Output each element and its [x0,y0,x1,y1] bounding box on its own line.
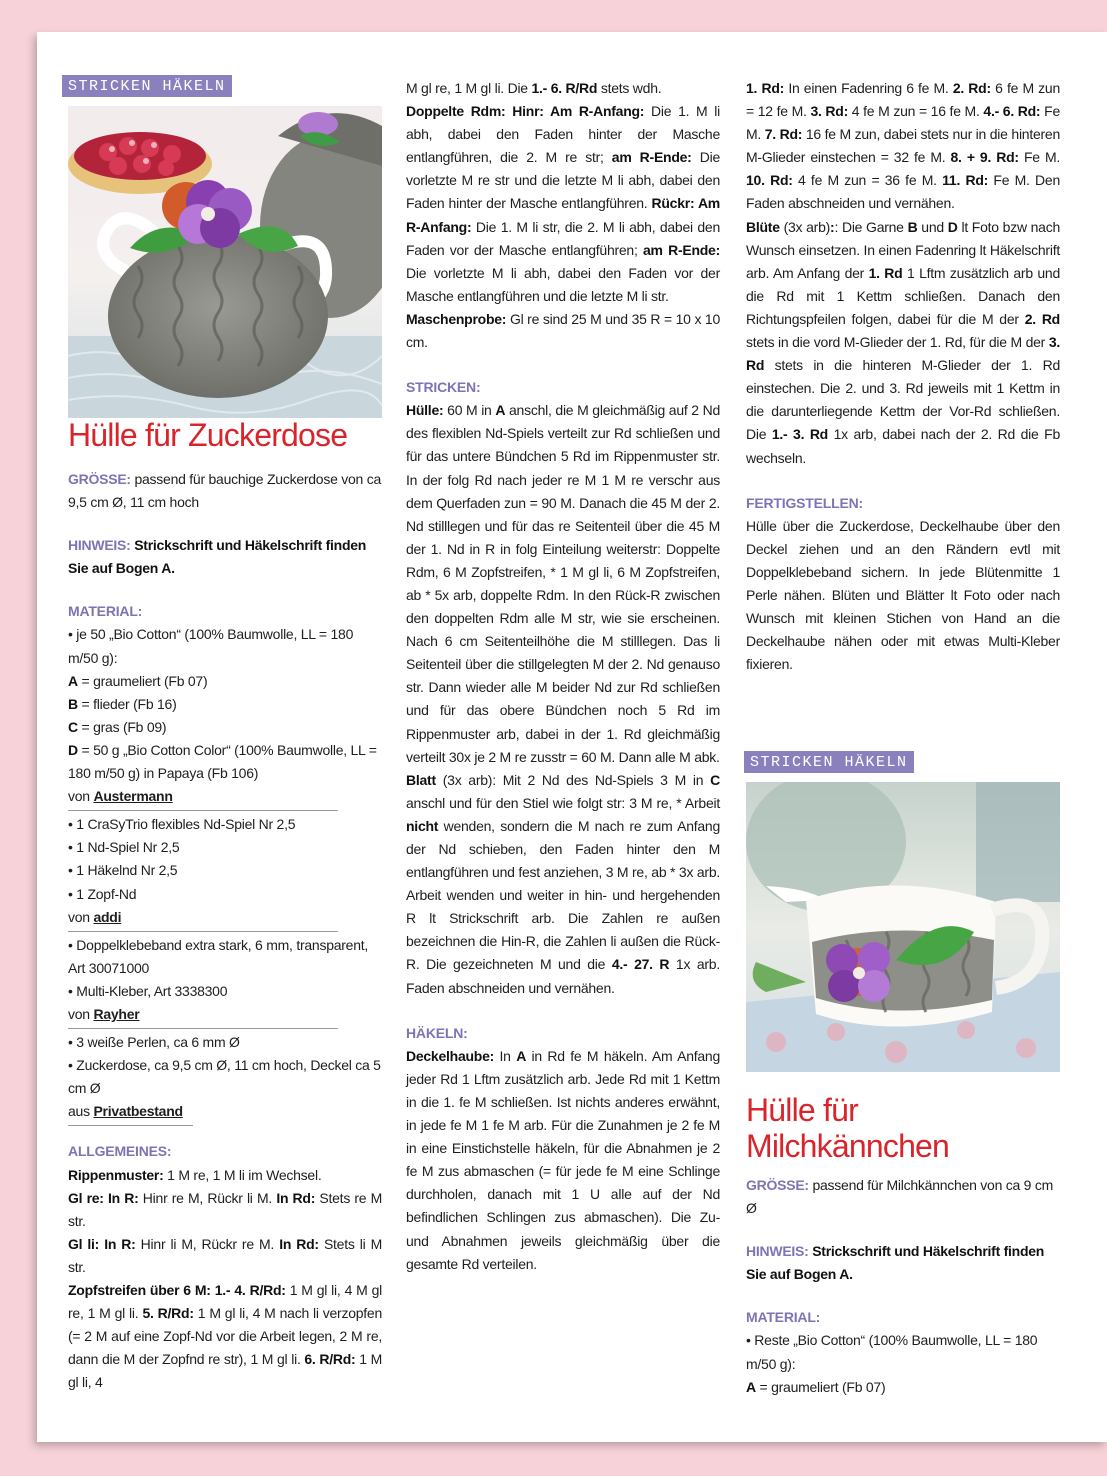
body-text: in Rd fe M häkeln. Am Anfang jeder Rd 1 Lftm zusätzlich arb. Jede Rd mit 1 Kettm in die 1. fe M schließen. Ist nichts anderes erwähnt, in jede fe M 1 fe M arb. Für die Zunahmen je 2 fe M in eine Einstichstelle häkeln, für die Abnahmen je 2 fe M zus abmaschen (= für jede fe M eine Schlinge durchholen, danach mit 1 U alle auf der Nd befindlichen Schlingen zus abmaschen). Die Zu- und Abnahmen jeweils gleichmäßig über die gesamte Rd verteilen. [406,1047,720,1272]
term-key: 5. R/Rd: [142,1305,194,1322]
supplier-prefix: von [68,1005,94,1022]
color-key-b: B [907,218,918,235]
term-key: 6. R/Rd: [304,1351,356,1368]
term-key: am R-Ende: [611,149,692,166]
term-stockinette: Gl re: In R: [68,1189,139,1206]
term-key: 1. Rd: [746,80,785,96]
section-tag: STRICKEN HÄKELN [744,751,914,773]
supplier-prefix: von [68,788,94,805]
finishing-heading: FERTIGSTELLEN: [746,494,863,511]
column-3-lower [746,1174,1060,1399]
milk-jug-illustration [746,782,1060,1072]
color-key-a: A [495,402,506,419]
body-text: 60 M in [443,402,496,419]
body-text: (3x arb) [779,218,831,235]
body-text: stets in die vord M-Glieder der 1. Rd, für die M der [746,334,1049,351]
tool-item: • 3 weiße Perlen, ca 6 mm Ø [68,1034,240,1051]
general-heading: ALLGEMEINES: [68,1143,172,1160]
body-text: und [917,218,948,235]
term-key: 2. Rd [1024,310,1060,327]
body-text: 16 fe M zun, dabei stets nur in die hinteren M-Glieder einstechen = 32 fe M. [746,126,1060,166]
term-text: 1 M gl li, 4 M gl re, 1 M gl li. [68,1282,383,1322]
color-key-d: D [68,741,78,758]
tool-item: • Zuckerdose, ca 9,5 cm Ø, 11 cm hoch, Deckel ca 5 cm Ø [68,1057,381,1097]
body-text: Die 1. M li str, die 2. M li abh, dabei den Faden vor der Masche entlangführen; [406,218,720,258]
magazine-page [37,32,1107,1442]
term-key: 1.- 3. Rd [771,426,828,443]
emphasis: nicht [406,817,439,834]
supplier-prefix: von [68,908,94,925]
term-leaf: Blatt [406,771,436,788]
size-label: GRÖSSE: [68,471,131,487]
tool-item: • 1 CraSyTrio flexibles Nd-Spiel Nr 2,5 [68,816,296,833]
body-text: wenden, sondern die M nach re zum Anfang der Nd schieben, den Faden hinter den M entlangführen und fest anziehen, 3 M re, ab * 3x arb. Arbeit wenden und weiter in hin- und hergehenden R lt Strickschrift arb. Die Zahlen re außen bezeichnen die Hin-R, die Zahlen li außen die Rück-R. Die gezeichneten M und die [406,817,720,973]
knitting-heading: STRICKEN: [406,379,481,396]
column-2 [406,77,720,1276]
sugar-bowl-photo [68,106,382,418]
body-text: : Die Garne [834,218,908,235]
color-a: = graumeliert (Fb 07) [77,672,208,689]
tool-item: • Multi-Kleber, Art 3338300 [68,982,228,999]
body-text: 4 fe M zun = 16 fe M. [848,103,984,120]
supplier-prefix: aus [68,1103,94,1120]
note-text: Strickschrift und Häkelschrift finden Sie auf Bogen A. [68,537,367,577]
body-text: Die vorletzte M li abh, dabei den Faden vor der Masche entlangführen und die letzte M li str. [406,264,720,304]
term-key: 4.- 27. R [611,956,670,973]
term-text: 1 M gl li, 4 [68,1351,383,1391]
color-key-b: B [68,695,78,712]
term-text: Hinr re M, Rückr li M. [138,1189,277,1206]
milk-jug-photo [746,782,1060,1072]
column-1 [68,468,382,1394]
term-text: 1 M re, 1 M li im Wechsel. [163,1166,322,1183]
term-key: 7. Rd: [764,126,803,143]
body-text: stets in die hinteren M-Glieder der 1. Rd einstechen. Die 2. und 3. Rd jeweils mit 1 Kettm in die darunterliegende Kettm der Vor-Rd schließen. Die [746,357,1060,443]
article-title-line: Milchkännchen [746,1128,950,1164]
body-text: Die 1. M li abh, dabei den Faden hinter der Masche entlangführen, die 2. M re str; [406,103,720,166]
finishing-text: Hülle über die Zuckerdose, Deckelhaube über den Deckel ziehen und an den Rändern evtl mit Doppelklebeband sichern. In jede Blütenmitte 1 Perle nähen. Blüten und Blätter lt Foto oder nach Wunsch mit kleinen Stichen von Hand an die Deckelhaube nähen oder mit etwas Multi-Kleber fixieren. [746,517,1060,673]
color-d: = 50 g „Bio Cotton Color“ (100% Baumwolle, LL = 180 m/50 g) in Papaya (Fb 106) [68,741,377,782]
color-c: = gras (Fb 09) [77,718,167,735]
article-title: Hülle für Zuckerdose [68,417,348,453]
note-label: HINWEIS: [746,1243,809,1260]
article-title [746,1092,949,1164]
material-yarn: • Reste „Bio Cotton“ (100% Baumwolle, LL = 180 m/50 g): [746,1332,1038,1372]
color-key-a: A [746,1378,756,1395]
term-blossom: Blüte [746,218,780,235]
body-text: anschl, die M gleichmäßig auf 2 Nd des flexiblen Nd-Spiels verteilt zur Rd schließen und für das untere Bündchen 5 Rd im Rippenmuster str. In der folg Rd nach jeder re M 1 M re verschr aus dem Querfaden zun = 90 M. Danach die 45 M der 2. Nd stilllegen und für das re Seitenteil über die 45 M der 1. Nd in R in folg Einteilung weiterstr: Doppelte Rdm, 6 M Zopfstreifen, * 1 M gl li, 6 M Zopfstreifen, ab * 5x arb, doppelte Rdm. In den Rück-R zwischen den doppelten Rdm alle M str, wie sie erscheinen. Nach 6 cm Seitenteilhöhe die M stilllegen. Das li Seitenteil über die stillgelegten M der 2. Nd genauso str. Dann wieder alle M beider Nd zur Rd schließen und für das obere Bündchen noch 5 Rd im Rippenmuster arb, dabei in der 1. Rd gleichmäßig verteilt 30x je 2 M re zusstr = 60 M. Dann alle M abk. [406,402,720,765]
term-text: Hinr li M, Rückr re M. [135,1235,280,1252]
crochet-heading: HÄKELN: [406,1024,468,1041]
divider [68,1125,193,1126]
tool-item: • 1 Nd-Spiel Nr 2,5 [68,839,180,856]
term-key: 4.- 6. Rd: [983,103,1041,120]
color-key-c: C [68,718,78,735]
term-text: Stets re M str. [68,1189,383,1229]
body-text: stets wdh. [597,80,662,96]
supplier-rayher: Rayher [93,1005,140,1022]
body-text: In einen Fadenring 6 fe M. [784,80,953,96]
size-text: passend für bauchige Zuckerdose von ca 9,5 cm Ø, 11 cm hoch [68,471,382,511]
term-key: 8. + 9. Rd: [950,149,1019,166]
divider [68,1028,338,1029]
tool-item: • 1 Zopf-Nd [68,885,137,902]
color-key-d: D [947,218,958,235]
body-text: lt Foto bzw nach Wunsch einsetzen. In einen Fadenring lt Häkelschrift arb. Am Anfang der [746,218,1061,281]
note-text: Strickschrift und Häkelschrift finden Sie auf Bogen A. [746,1243,1045,1283]
term-text: 1 M gl li, 4 M nach li verzopfen (= 2 M auf eine Zopf-Nd vor die Arbeit legen, 2 M re, dann die M der Zopfnd re str), 1 M gl li. [68,1305,382,1368]
term-key: am R-Ende: [642,241,720,258]
term-key: In Rd: [279,1235,319,1252]
divider [68,810,338,811]
term-key: 1. Rd [868,264,903,281]
body-text: In [494,1047,517,1064]
term-ribbing: Rippenmuster: [68,1166,164,1183]
note-label: HINWEIS: [68,537,131,554]
term-key: Rückr: Am R-Anfang: [406,195,721,235]
term-key: 3. Rd [746,334,1060,374]
body-text: Die vorletzte M re str und die letzte M li abh, dabei den Faden hinter der Masche entlangführen. [406,149,720,212]
body-text: 6 fe M zun = 12 fe M. [746,80,1061,120]
body-text: Fe M. [746,103,1060,143]
color-key-a: A [516,1047,527,1064]
body-text: (3x arb) [435,771,493,788]
column-3: 1. Rd: In einen Fadenring 6 fe M. 2. Rd: 6 fe M zun = 12 fe M. 3. Rd: 4 fe M zun = 16 fe M. 4.- 6. Rd: Fe M. 7. Rd: 16 fe M zun, dabei stets nur in die hinteren M-Glieder einstechen = 32 fe M. 8. + 9. Rd: Fe M. 10. Rd: 4 fe M zun = 36 fe M. 11. Rd: Fe M. Den Faden abschneiden und vernähen. Blüte (3x arb):: Die Garne B und D lt Foto bzw nach Wunsch einsetzen. In einen Fadenring lt Häkelschrift arb. Am Anfang der 1. Rd 1 Lftm zusätzlich arb und die Rd mit 1 Kettm schließen. Danach den Richtungspfeilen folgen, dabei für die M der 2. Rd stets in die vord M-Glieder der 1. Rd, für die M der 3. Rd stets in die hinteren M-Glieder der 1. Rd einstechen. Die 2. und 3. Rd jeweils mit 1 Kettm in die darunterliegende Kettm der Vor-Rd schließen. Die 1.- 3. Rd 1x arb, dabei nach der 2. Rd die Fb wechseln. FERTIGSTELLEN: Hülle über die Zuckerdose, Deckelhaube über den Deckel ziehen und an den Rändern evtl mit Doppelklebeband sichern. In jede Blütenmitte 1 Perle nähen. Blüten und Blätter lt Foto oder nach Wunsch mit kleinen Stichen von Hand an die Deckelhaube nähen oder mit etwas Multi-Kleber fixieren. [746,77,1060,676]
body-text: Fe M. [1018,149,1060,166]
term-key: 10. Rd: [746,172,793,189]
supplier-privat: Privatbestand [93,1103,183,1120]
body-text: Fe M. Den Faden abschneiden und vernähen. [746,172,1060,212]
term-key: 2. Rd: [952,80,991,96]
body-text: 1x arb. Faden abschneiden und vernähen. [406,956,720,996]
material-heading: MATERIAL: [746,1309,821,1326]
term-cable: Zopfstreifen über 6 M: 1.- 4. R/Rd: [68,1282,286,1298]
body-text: 4 fe M zun = 36 fe M. [792,172,943,189]
color-key-c: C [710,771,720,788]
color-a: = graumeliert (Fb 07) [755,1378,886,1395]
term-lid-cover: Deckelhaube: [406,1047,495,1064]
term-reverse-stockinette: Gl li: In R: [68,1235,136,1252]
supplier-austermann: Austermann [93,788,173,805]
divider [68,931,338,932]
color-b: = flieder (Fb 16) [77,695,177,712]
material-heading: MATERIAL: [68,603,143,620]
body-text: : Mit 2 Nd des Nd-Spiels 3 M in [492,771,711,788]
term-gauge: Maschenprobe: [406,310,507,327]
body-text: 1x arb, dabei nach der 2. Rd die Fb wechseln. [746,426,1060,466]
article-title-line: Hülle für [746,1092,858,1128]
term-key: 1.- 6. R/Rd [531,80,598,96]
term-cover: Hülle: [406,402,444,419]
size-text: passend für Milchkännchen von ca 9 cm Ø [746,1177,1054,1217]
supplier-addi: addi [93,908,122,925]
body-text: anschl und für den Stiel wie folgt str: 3 M re, * Arbeit [406,794,720,811]
color-key-a: A [68,672,78,689]
term-key: 11. Rd: [942,172,989,189]
size-label: GRÖSSE: [746,1177,809,1193]
term-key: 3. Rd: [810,103,848,120]
body-text: M gl re, 1 M gl li. Die [406,80,532,96]
body-text: 1 Lftm zusätzlich arb und die Rd mit 1 Kettm schließen. Danach den Richtungspfeilen folgen, dabei für die M der [746,264,1060,327]
material-yarn: • je 50 „Bio Cotton“ (100% Baumwolle, LL = 180 m/50 g): [68,626,354,666]
body-text: Gl re sind 25 M und 35 R = 10 x 10 cm. [406,310,720,351]
term-selvedge: Doppelte Rdm: Hinr: Am R-Anfang: [406,103,645,120]
section-tag: STRICKEN HÄKELN [62,75,232,97]
tool-item: • 1 Häkelnd Nr 2,5 [68,862,178,879]
tool-item: • Doppelklebeband extra stark, 6 mm, transparent, Art 30071000 [68,936,369,976]
term-text: Stets li M str. [68,1235,382,1275]
term-key: In Rd: [276,1189,316,1206]
sugar-bowl-illustration [68,106,382,418]
